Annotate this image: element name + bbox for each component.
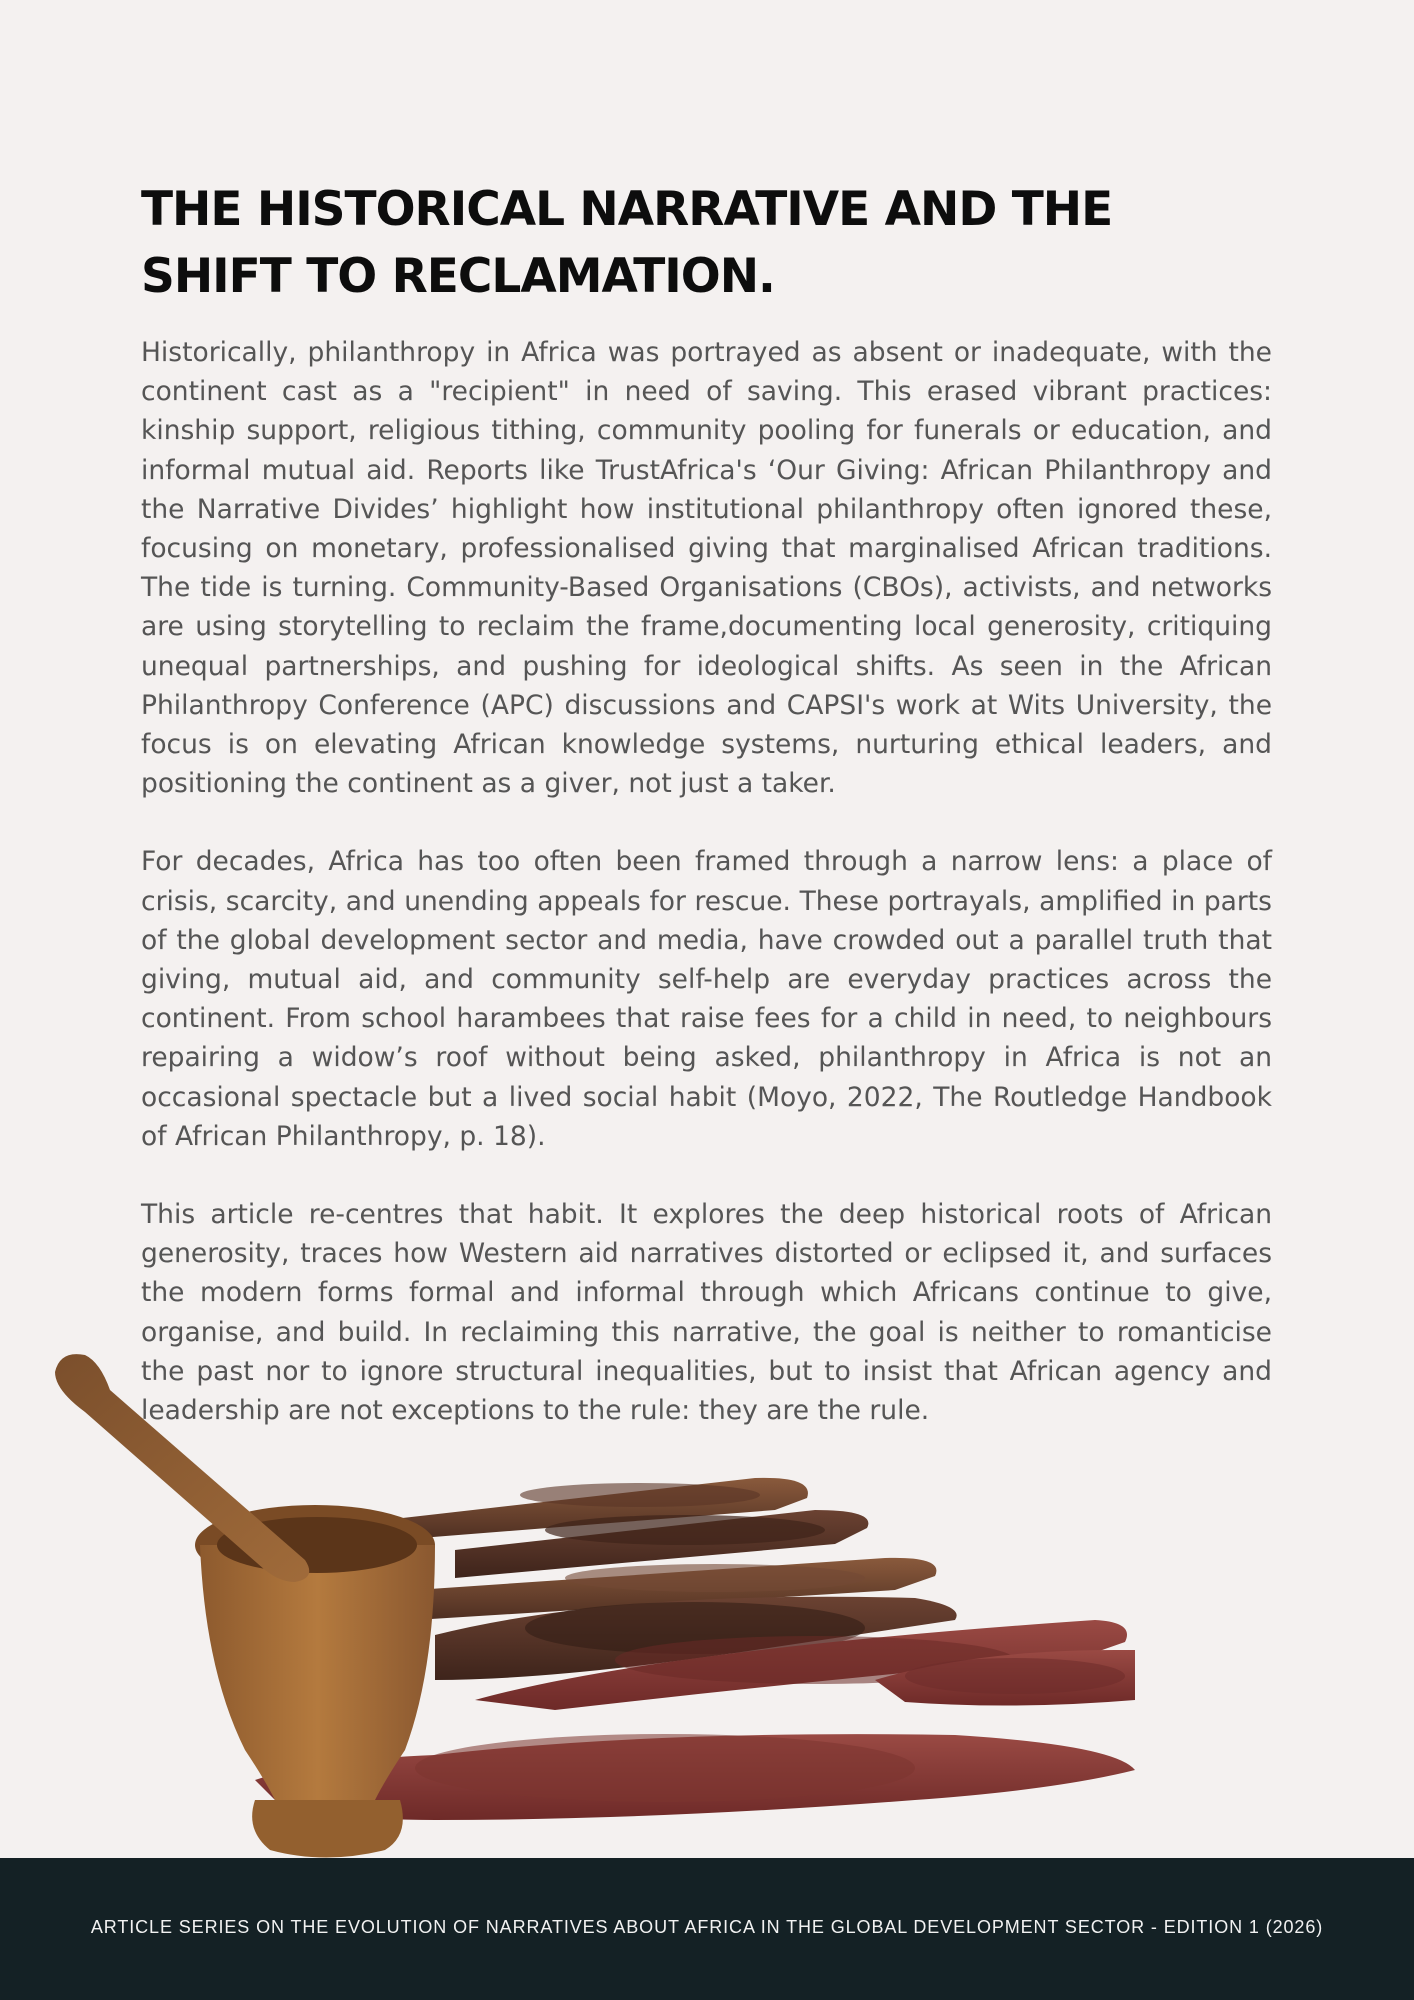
article-paragraph: For decades, Africa has too often been framed through a narrow lens: a place of crisis, scarcity, and unending appeals for rescue. These portrayals, amplified in parts of the global development sector and media, have crowded out a parallel truth that giving, mutual aid, and community self-help are everyday practices across the continent. From school harambees that raise fees for a child in need, to neighbours repairing a widow’s roof without being asked, philanthropy in Africa is not an occasional spectacle but a lived social habit (Moyo, 2022, The Routledge Handbook of African Philanthropy, p. 18). <box>141 846 1272 1152</box>
article-paragraph: Historically, philanthropy in Africa was portrayed as absent or inadequate, with the continent cast as a "recipient" in need of saving. This erased vibrant practices: kinship support, religious tithing, community pooling for funerals or education, and informal mutual aid. Reports like TrustAfrica's ‘Our Giving: African Philanthropy and the Narrative Divides’ highlight how institutional philanthropy often ignored these, focusing on monetary, professionalised giving that marginalised African traditions. The tide is turning. Community-Based Organisations (CBOs), activists, and networks are using storytelling to reclaim the frame,documenting local generosity, critiquing unequal partnerships, and pushing for ideological shifts. As seen in the African Philanthropy Conference (APC) discussions and CAPSI's work at Wits University, the focus is on elevating African knowledge systems, nurturing ethical leaders, and positioning the continent as a giver, not just a taker. <box>141 337 1272 800</box>
article <box>141 176 1272 1469</box>
footer-text: ARTICLE SERIES ON THE EVOLUTION OF NARRATIVES ABOUT AFRICA IN THE GLOBAL DEVELOPMENT SECTOR - EDITION 1 (2026) <box>90 1917 1324 1937</box>
article-paragraph: This article re-centres that habit. It explores the deep historical roots of African generosity, traces how Western aid narratives distorted or eclipsed it, and surfaces the modern forms formal and informal through which Africans continue to give, organise, and build. In reclaiming this narrative, the goal is neither to romanticise the past nor to ignore structural inequalities, but to insist that African agency and leadership are not exceptions to the rule: they are the rule. <box>141 1199 1272 1427</box>
mortar <box>195 1505 435 1858</box>
article-title: THE HISTORICAL NARRATIVE AND THE SHIFT TO RECLAMATION. <box>141 182 1113 304</box>
footer <box>0 1858 1414 2000</box>
